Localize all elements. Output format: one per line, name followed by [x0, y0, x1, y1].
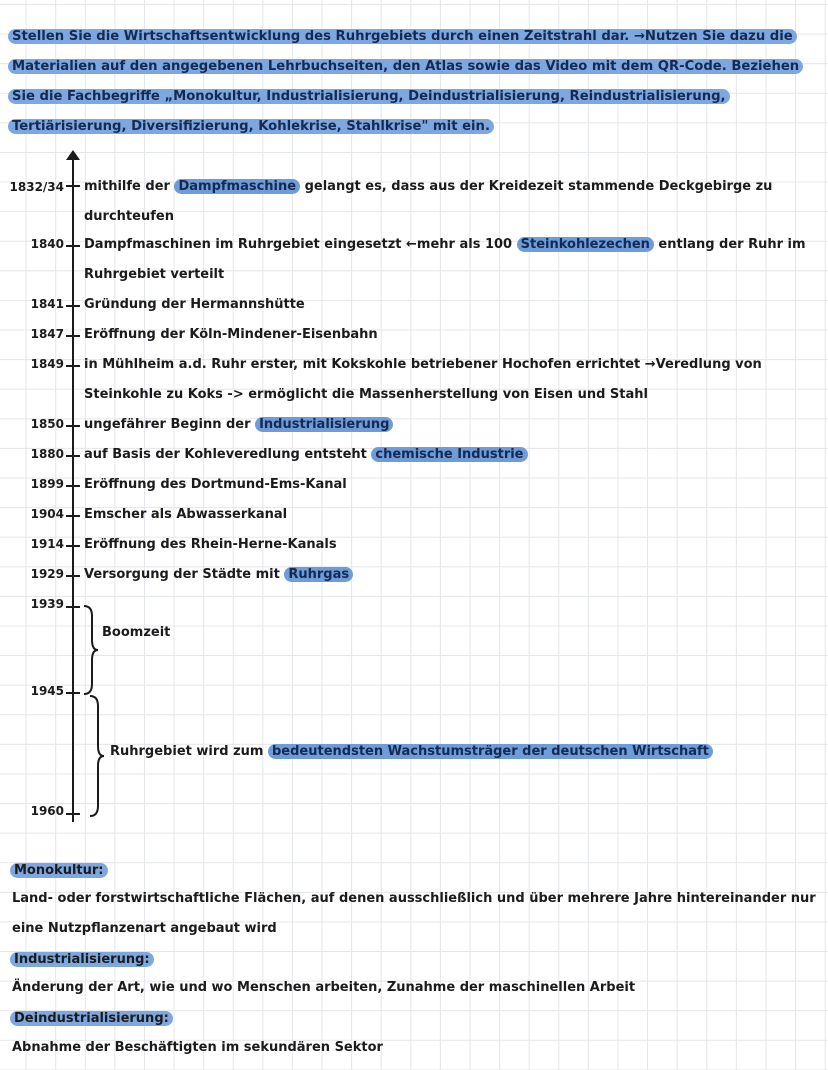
timeline-event: Emscher als Abwasserkanal [84, 507, 288, 522]
timeline-period-label: Ruhrgebiet wird zum bedeutendsten Wachstumsträger der deutschen Wirtschaft [110, 737, 828, 767]
timeline-tick [66, 455, 80, 457]
timeline-tick [66, 606, 80, 608]
timeline-event: mithilfe der Dampfmaschine gelangt es, dass aus der Kreidezeit stammende Deckgebirge zu durchteufen [84, 179, 773, 224]
timeline-event: auf Basis der Kohleveredlung entsteht chemische Industrie [84, 440, 820, 470]
key-term: Steinkohlezechen [517, 237, 654, 252]
timeline-year: 1850 [30, 417, 64, 431]
definition-text: Land- oder forstwirtschaftliche Flächen, auf denen ausschließlich und über mehrere Jahre hintereinander nur eine Nutzpflanzenart angebaut wird [12, 891, 816, 936]
timeline-tick [66, 305, 80, 307]
timeline-tick [66, 485, 80, 487]
task-instructions [8, 22, 820, 142]
timeline-event: Eröffnung des Rhein-Herne-Kanals [84, 537, 337, 552]
timeline-arrow-icon [66, 150, 80, 160]
timeline-event: in Mühlheim a.d. Ruhr erster, mit Kokskohle betriebener Hochofen errichtet →Veredlung von Steinkohle zu Koks -> ermöglicht die Massenherstellung von Eisen und Stahl [84, 357, 762, 402]
definition-text: Abnahme der Beschäftigten im sekundären Sektor [12, 1040, 383, 1055]
timeline-tick [66, 335, 80, 337]
timeline-tick [66, 813, 80, 815]
timeline-year: 1880 [30, 447, 64, 461]
definition-term: Industrialisierung: [10, 949, 154, 971]
timeline-year: 1945 [30, 684, 64, 698]
timeline-tick [66, 515, 80, 517]
timeline-year: 1960 [30, 804, 64, 818]
timeline-year: 1832/34 [9, 180, 64, 194]
timeline-year: 1904 [30, 507, 64, 521]
timeline-axis [72, 160, 74, 822]
key-term: bedeutendsten Wachstumsträger der deutschen Wirtschaft [268, 744, 713, 759]
timeline-event: Eröffnung des Dortmund-Ems-Kanal [84, 477, 347, 492]
timeline-year: 1899 [30, 477, 64, 491]
curly-brace-icon [86, 694, 106, 818]
curly-brace-icon [80, 604, 100, 696]
timeline-tick [66, 545, 80, 547]
key-term: chemische Industrie [371, 447, 527, 462]
definition-term: Monokultur: [10, 860, 108, 882]
timeline-year: 1847 [30, 327, 64, 341]
timeline-event: Gründung der Hermannshütte [84, 297, 305, 312]
timeline-year: 1849 [30, 357, 64, 371]
timeline-year: 1929 [30, 567, 64, 581]
task-text: Stellen Sie die Wirtschaftsentwicklung des Ruhrgebiets durch einen Zeitstrahl dar. →Nutzen Sie dazu die Materialien auf den angegebenen Lehrbuchseiten, den Atlas sowie das Video mit dem QR-Code. Beziehen Sie die Fachbegriffe „Monokultur, Industrialisierung, Deindustrialisierung, Reindustrialisierung, Tertiärisierung, Diversifizierung, Kohlekrise, Stahlkrise" mit ein. [8, 29, 803, 134]
timeline-period-label: Boomzeit [102, 625, 171, 640]
timeline-tick [66, 692, 80, 694]
timeline-year: 1840 [30, 237, 64, 251]
key-term: Dampfmaschine [174, 179, 300, 194]
definition-term: Deindustrialisierung: [10, 1008, 173, 1030]
timeline-year: 1841 [30, 297, 64, 311]
timeline-tick [66, 425, 80, 427]
timeline-event: Eröffnung der Köln-Mindener-Eisenbahn [84, 327, 378, 342]
timeline-tick [66, 365, 80, 367]
timeline-event: Dampfmaschinen im Ruhrgebiet eingesetzt ←mehr als 100 Steinkohlezechen entlang der Ruhr im Ruhrgebiet verteilt [84, 237, 806, 282]
definition-text: Änderung der Art, wie und wo Menschen arbeiten, Zunahme der maschinellen Arbeit [12, 980, 636, 995]
key-term: Industrialisierung [255, 417, 393, 432]
timeline-event: ungefährer Beginn der Industrialisierung [84, 410, 820, 440]
timeline-tick [66, 575, 80, 577]
timeline-year: 1914 [30, 537, 64, 551]
timeline-year: 1939 [30, 597, 64, 611]
timeline-tick [66, 185, 80, 187]
key-term: Ruhrgas [284, 567, 353, 582]
timeline-tick [66, 245, 80, 247]
timeline-event: Versorgung der Städte mit Ruhrgas [84, 560, 820, 590]
